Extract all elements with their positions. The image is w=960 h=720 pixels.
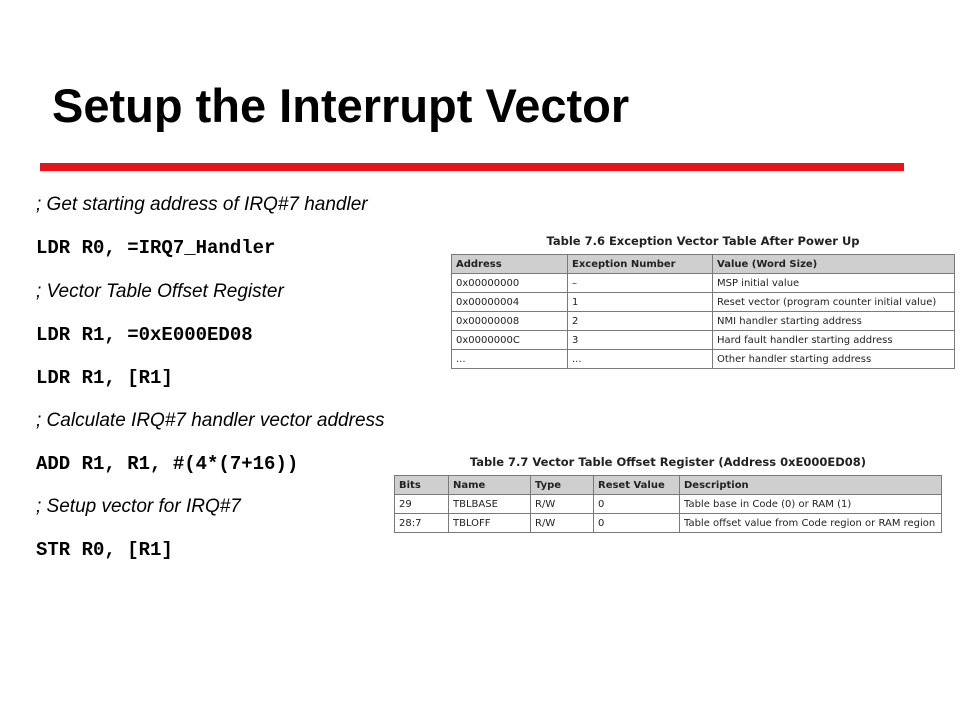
- table-cell: R/W: [531, 495, 594, 514]
- code-comment: ; Vector Table Offset Register: [36, 281, 284, 302]
- vector-table-offset-register-table: [394, 475, 942, 533]
- table-cell: ...: [452, 350, 568, 369]
- table-cell: 0: [594, 514, 680, 533]
- code-instruction: LDR R0, =IRQ7_Handler: [36, 237, 276, 259]
- column-header: Name: [449, 476, 531, 495]
- column-header: Address: [452, 255, 568, 274]
- table-cell: Table base in Code (0) or RAM (1): [680, 495, 942, 514]
- table-header-row: [452, 255, 955, 274]
- column-header: Bits: [395, 476, 449, 495]
- table-row: [452, 293, 955, 312]
- table-cell: Hard fault handler starting address: [713, 331, 955, 350]
- table-cell: R/W: [531, 514, 594, 533]
- table-row: [452, 312, 955, 331]
- code-comment: ; Calculate IRQ#7 handler vector address: [36, 410, 385, 431]
- column-header: Type: [531, 476, 594, 495]
- page-title: Setup the Interrupt Vector: [52, 79, 630, 132]
- table-cell: Other handler starting address: [713, 350, 955, 369]
- code-instruction: LDR R1, [R1]: [36, 367, 173, 389]
- table-header-row: [395, 476, 942, 495]
- exception-vector-table-figure: [451, 234, 955, 369]
- table-cell: Reset vector (program counter initial value): [713, 293, 955, 312]
- vtor-table-figure: [394, 455, 942, 533]
- table-row: [452, 274, 955, 293]
- table-cell: 28:7: [395, 514, 449, 533]
- title-underline: [40, 163, 904, 171]
- code-comment: ; Get starting address of IRQ#7 handler: [36, 194, 368, 215]
- table-caption: Table 7.6 Exception Vector Table After Power Up: [546, 234, 860, 248]
- table-cell: Table offset value from Code region or RAM region: [680, 514, 942, 533]
- table-cell: MSP initial value: [713, 274, 955, 293]
- table-caption: Table 7.7 Vector Table Offset Register (Address 0xE000ED08): [469, 455, 867, 469]
- code-instruction: STR R0, [R1]: [36, 539, 173, 561]
- column-header: Value (Word Size): [713, 255, 955, 274]
- column-header: Reset Value: [594, 476, 680, 495]
- table-cell: ...: [568, 350, 713, 369]
- table-cell: –: [568, 274, 713, 293]
- table-cell: 3: [568, 331, 713, 350]
- table-cell: TBLOFF: [449, 514, 531, 533]
- code-comment: ; Setup vector for IRQ#7: [36, 496, 241, 517]
- table-cell: 0x00000000: [452, 274, 568, 293]
- table-cell: NMI handler starting address: [713, 312, 955, 331]
- code-instruction: ADD R1, R1, #(4*(7+16)): [36, 453, 299, 475]
- table-cell: 0: [594, 495, 680, 514]
- table-row: [452, 350, 955, 369]
- column-header: Exception Number: [568, 255, 713, 274]
- table-row: [452, 331, 955, 350]
- table-cell: TBLBASE: [449, 495, 531, 514]
- table-row: [395, 495, 942, 514]
- table-cell: 0x00000004: [452, 293, 568, 312]
- code-instruction: LDR R1, =0xE000ED08: [36, 324, 253, 346]
- table-cell: 0x0000000C: [452, 331, 568, 350]
- table-cell: 0x00000008: [452, 312, 568, 331]
- exception-vector-table: [451, 254, 955, 369]
- table-cell: 1: [568, 293, 713, 312]
- column-header: Description: [680, 476, 942, 495]
- table-cell: 2: [568, 312, 713, 331]
- table-row: [395, 514, 942, 533]
- table-cell: 29: [395, 495, 449, 514]
